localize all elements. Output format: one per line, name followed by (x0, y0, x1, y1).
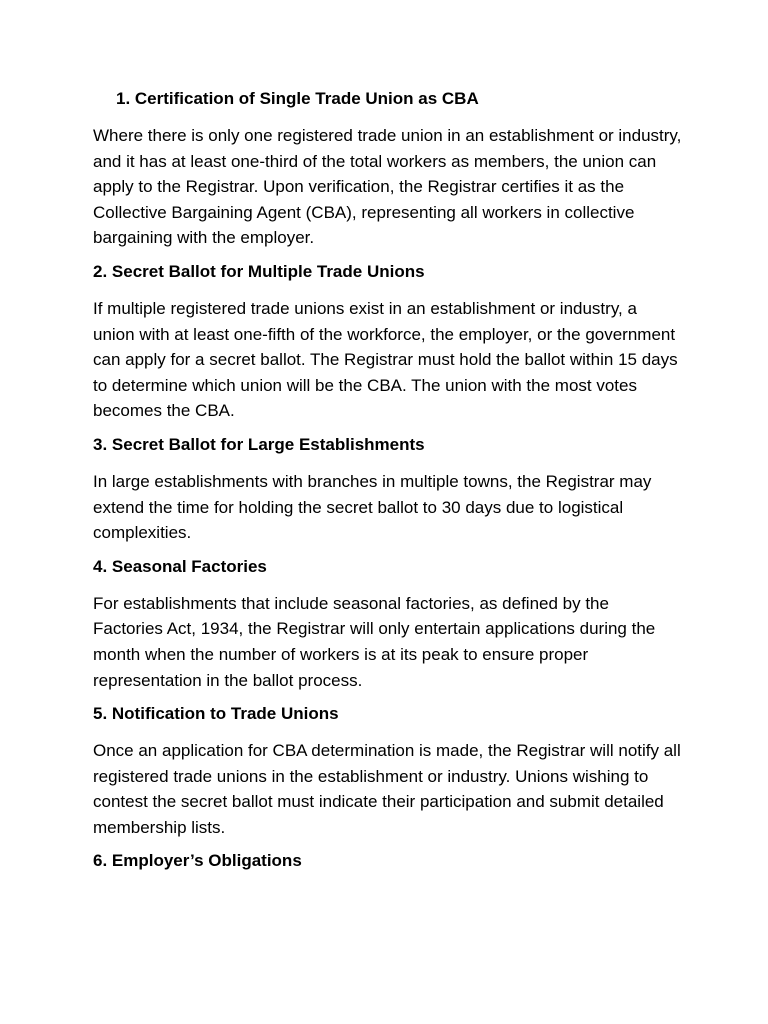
section-4-body: For establishments that include seasonal factories, as defined by the Factories Act, 1934, the Registrar will only entertain applications during the month when the number of workers is at its peak to ensure proper representation in the ballot process. (93, 593, 656, 690)
section-5-body: Once an application for CBA determination is made, the Registrar will notify all registered trade unions in the establishment or industry. Unions wishing to contest the secret ballot must indicate their participation and submit detailed membership lists. (93, 741, 681, 837)
section-3-heading: 3. Secret Ballot for Large Establishments (93, 434, 425, 454)
section-4-heading: 4. Seasonal Factories (93, 556, 267, 576)
section-1-body: Where there is only one registered trade union in an establishment or industry, and it has at least one-third of the total workers as members, the union can apply to the Registrar. Upon verification, the Registrar certifies it as the Collective Bargaining Agent (CBA), representing all workers in collective bargaining with the employer. (93, 126, 682, 248)
section-2-body: If multiple registered trade unions exist in an establishment or industry, a union with at least one-fifth of the workforce, the employer, or the government can apply for a secret ballot. The Registrar must hold the ballot within 15 days to determine which union will be the CBA. The union with the most votes becomes the CBA. (93, 298, 678, 421)
document-content (93, 88, 683, 885)
section-5-heading: 5. Notification to Trade Unions (93, 704, 339, 724)
section-6-heading: 6. Employer’s Obligations (93, 851, 302, 871)
section-1-heading: 1. Certification of Single Trade Union as CBA (116, 89, 479, 108)
section-2-heading: 2. Secret Ballot for Multiple Trade Unions (93, 261, 425, 281)
section-3-body: In large establishments with branches in multiple towns, the Registrar may extend the time for holding the secret ballot to 30 days due to logistical complexities. (93, 471, 652, 543)
